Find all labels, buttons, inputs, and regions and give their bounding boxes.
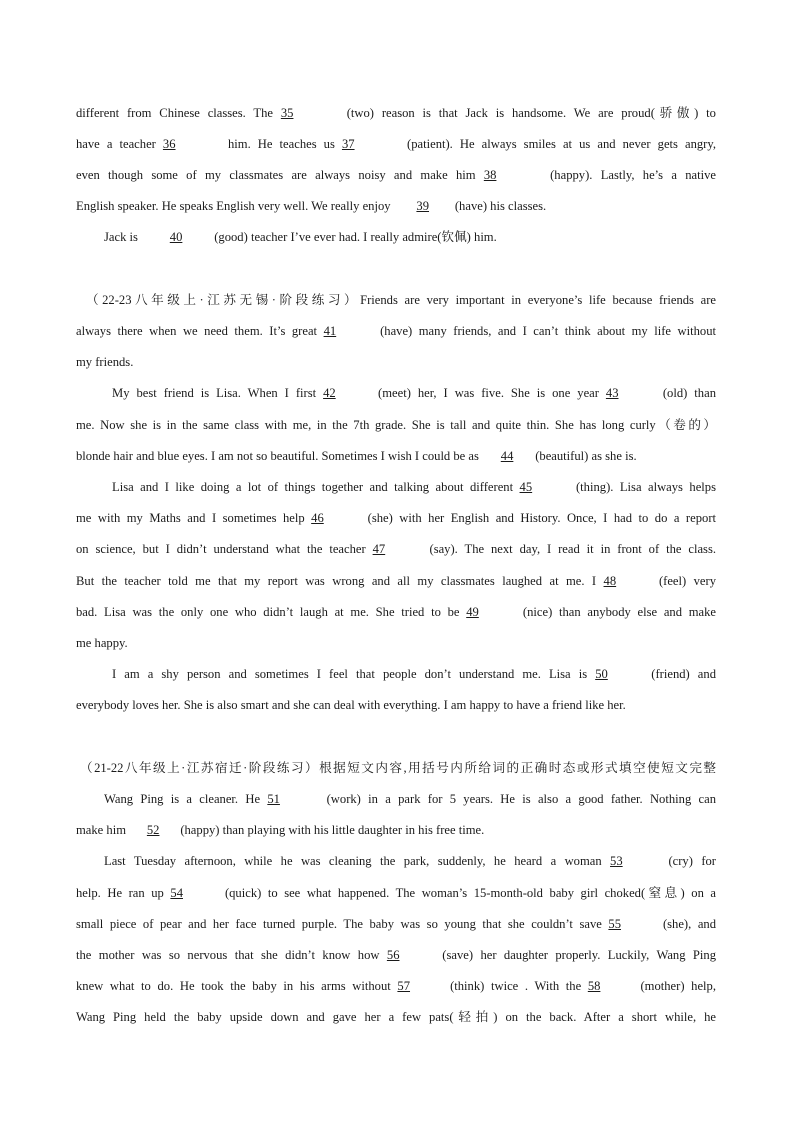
text: (two) reason is that Jack is handsome. We are proud(骄傲) to bbox=[338, 106, 716, 120]
text: me. Now she is in the same class with me, in the 7th grade. She is tall and quite thin. She has long curly（卷的） bbox=[76, 418, 716, 432]
paragraph-line bbox=[76, 916, 716, 932]
blank-56[interactable]: 56 bbox=[386, 948, 400, 962]
blank-42[interactable]: 42 bbox=[323, 386, 336, 400]
blank-49[interactable]: 49 bbox=[466, 605, 479, 619]
blank-50[interactable]: 50 bbox=[595, 667, 608, 681]
text: (nice) than anybody else and make bbox=[516, 605, 716, 619]
text: me with my Maths and I sometimes help bbox=[76, 511, 312, 525]
text: (happy). Lastly, he’s a native bbox=[541, 168, 716, 182]
text: (old) than bbox=[655, 386, 716, 400]
text: （21-22八年级上·江苏宿迁·阶段练习）根据短文内容,用括号内所给词的正确时态或形式填空使短文完整 bbox=[80, 761, 716, 775]
paragraph-line bbox=[76, 417, 716, 433]
paragraph-line bbox=[76, 105, 716, 121]
text: the mother was so nervous that she didn’t know how bbox=[76, 948, 387, 962]
text: (cry) for bbox=[660, 854, 717, 868]
blank-37[interactable]: 37 bbox=[341, 137, 355, 151]
blank-55[interactable]: 55 bbox=[608, 917, 621, 931]
paragraph-line bbox=[76, 822, 716, 838]
paragraph-line bbox=[104, 229, 716, 245]
text: different from Chinese classes. The bbox=[76, 106, 281, 120]
blank-48[interactable]: 48 bbox=[603, 574, 617, 588]
blank-41[interactable]: 41 bbox=[323, 324, 337, 338]
text: always there when we need them. It’s great bbox=[76, 324, 324, 338]
text: blonde hair and blue eyes. I am not so beautiful. Sometimes I wish I could be as bbox=[76, 449, 483, 463]
text: (have) his classes. bbox=[451, 199, 547, 213]
blank-36[interactable]: 36 bbox=[162, 137, 176, 151]
text: make him bbox=[76, 823, 130, 837]
text: bad. Lisa was the only one who didn’t laugh at me. She tried to be bbox=[76, 605, 467, 619]
blank-39[interactable]: 39 bbox=[416, 199, 430, 213]
blank-52[interactable]: 52 bbox=[146, 823, 160, 837]
blank-57[interactable]: 57 bbox=[397, 979, 411, 993]
section-header bbox=[80, 760, 716, 776]
paragraph-line bbox=[76, 323, 716, 339]
paragraph-line bbox=[76, 697, 716, 713]
text: My best friend is Lisa. When I first bbox=[112, 386, 324, 400]
paragraph-line bbox=[76, 167, 716, 183]
blank-45[interactable]: 45 bbox=[519, 480, 533, 494]
paragraph-line bbox=[76, 978, 716, 994]
paragraph-line bbox=[76, 885, 716, 901]
blank-58[interactable]: 58 bbox=[587, 979, 601, 993]
blank-53[interactable]: 53 bbox=[610, 854, 623, 868]
text: (good) teacher I’ve ever had. I really admire(钦佩) him. bbox=[211, 230, 497, 244]
text: I am a shy person and sometimes I feel that people don’t understand me. Lisa is bbox=[112, 667, 596, 681]
paragraph-line bbox=[76, 198, 716, 214]
paragraph-line bbox=[76, 354, 716, 370]
paragraph-line bbox=[76, 136, 716, 152]
text: (she) with her English and History. Once, I had to do a report bbox=[361, 511, 717, 525]
paragraph-line bbox=[112, 385, 716, 401]
text: (save) her daughter properly. Luckily, Wang Ping bbox=[434, 948, 716, 962]
blank-35[interactable]: 35 bbox=[280, 106, 294, 120]
paragraph-line bbox=[76, 1009, 716, 1025]
text: me happy. bbox=[76, 636, 128, 650]
blank-46[interactable]: 46 bbox=[311, 511, 324, 525]
text: him. He teaches us bbox=[220, 137, 342, 151]
text: Wang Ping held the baby upside down and gave her a few pats(轻拍) on the back. After a short while, he bbox=[76, 1010, 716, 1024]
paragraph-line bbox=[76, 510, 716, 526]
paragraph-line bbox=[76, 947, 716, 963]
text: everybody loves her. She is also smart and she can deal with everything. I am happy to have a friend like her. bbox=[76, 698, 626, 712]
text: (mother) help, bbox=[633, 979, 716, 993]
paragraph-line bbox=[104, 791, 716, 807]
text: (say). The next day, I read it in front of the class. bbox=[422, 542, 717, 556]
text: (meet) her, I was five. She is one year bbox=[371, 386, 606, 400]
text: (have) many friends, and I can’t think about my life without bbox=[373, 324, 717, 338]
text: (beautiful) as she is. bbox=[532, 449, 637, 463]
blank-44[interactable]: 44 bbox=[500, 449, 514, 463]
text: (she), and bbox=[656, 917, 716, 931]
paragraph-line bbox=[76, 448, 716, 464]
paragraph-line bbox=[112, 666, 716, 682]
text: (think) twice . With the bbox=[443, 979, 588, 993]
text: Jack is bbox=[104, 230, 142, 244]
blank-38[interactable]: 38 bbox=[483, 168, 497, 182]
blank-47[interactable]: 47 bbox=[372, 542, 386, 556]
paragraph-line bbox=[76, 541, 716, 557]
text: （22-23八年级上·江苏无锡·阶段练习）Friends are very important in everyone’s life because friends are bbox=[86, 293, 716, 307]
paragraph-line bbox=[112, 479, 716, 495]
text: on science, but I didn’t understand what the teacher bbox=[76, 542, 373, 556]
text: help. He ran up bbox=[76, 886, 171, 900]
text: even though some of my classmates are always noisy and make him bbox=[76, 168, 484, 182]
blank-40[interactable]: 40 bbox=[169, 230, 183, 244]
paragraph-line bbox=[76, 635, 716, 651]
text: Wang Ping is a cleaner. He bbox=[104, 792, 268, 806]
paragraph-line bbox=[76, 604, 716, 620]
section-header bbox=[86, 292, 716, 308]
text: Lisa and I like doing a lot of things together and talking about different bbox=[112, 480, 520, 494]
paragraph-line bbox=[76, 573, 716, 589]
text: knew what to do. He took the baby in his arms without bbox=[76, 979, 398, 993]
text: But the teacher told me that my report was wrong and all my classmates laughed at me. I bbox=[76, 574, 604, 588]
blank-43[interactable]: 43 bbox=[605, 386, 619, 400]
text: have a teacher bbox=[76, 137, 163, 151]
text: Last Tuesday afternoon, while he was cleaning the park, suddenly, he heard a woman bbox=[104, 854, 611, 868]
text: (work) in a park for 5 years. He is also a good father. Nothing can bbox=[319, 792, 716, 806]
text: (friend) and bbox=[643, 667, 716, 681]
text: (quick) to see what happened. The woman’s 15-month-old baby girl choked(窒息) on a bbox=[218, 886, 716, 900]
paragraph-line bbox=[104, 853, 716, 869]
text: (patient). He always smiles at us and never gets angry, bbox=[399, 137, 717, 151]
text: my friends. bbox=[76, 355, 134, 369]
text: (thing). Lisa always helps bbox=[569, 480, 716, 494]
text: (feel) very bbox=[651, 574, 716, 588]
text: (happy) than playing with his little daughter in his free time. bbox=[177, 823, 485, 837]
text: English speaker. He speaks English very well. We really enjoy bbox=[76, 199, 394, 213]
blank-54[interactable]: 54 bbox=[170, 886, 183, 900]
blank-51[interactable]: 51 bbox=[267, 792, 280, 806]
text: small piece of pear and her face turned purple. The baby was so young that she couldn’t save bbox=[76, 917, 609, 931]
